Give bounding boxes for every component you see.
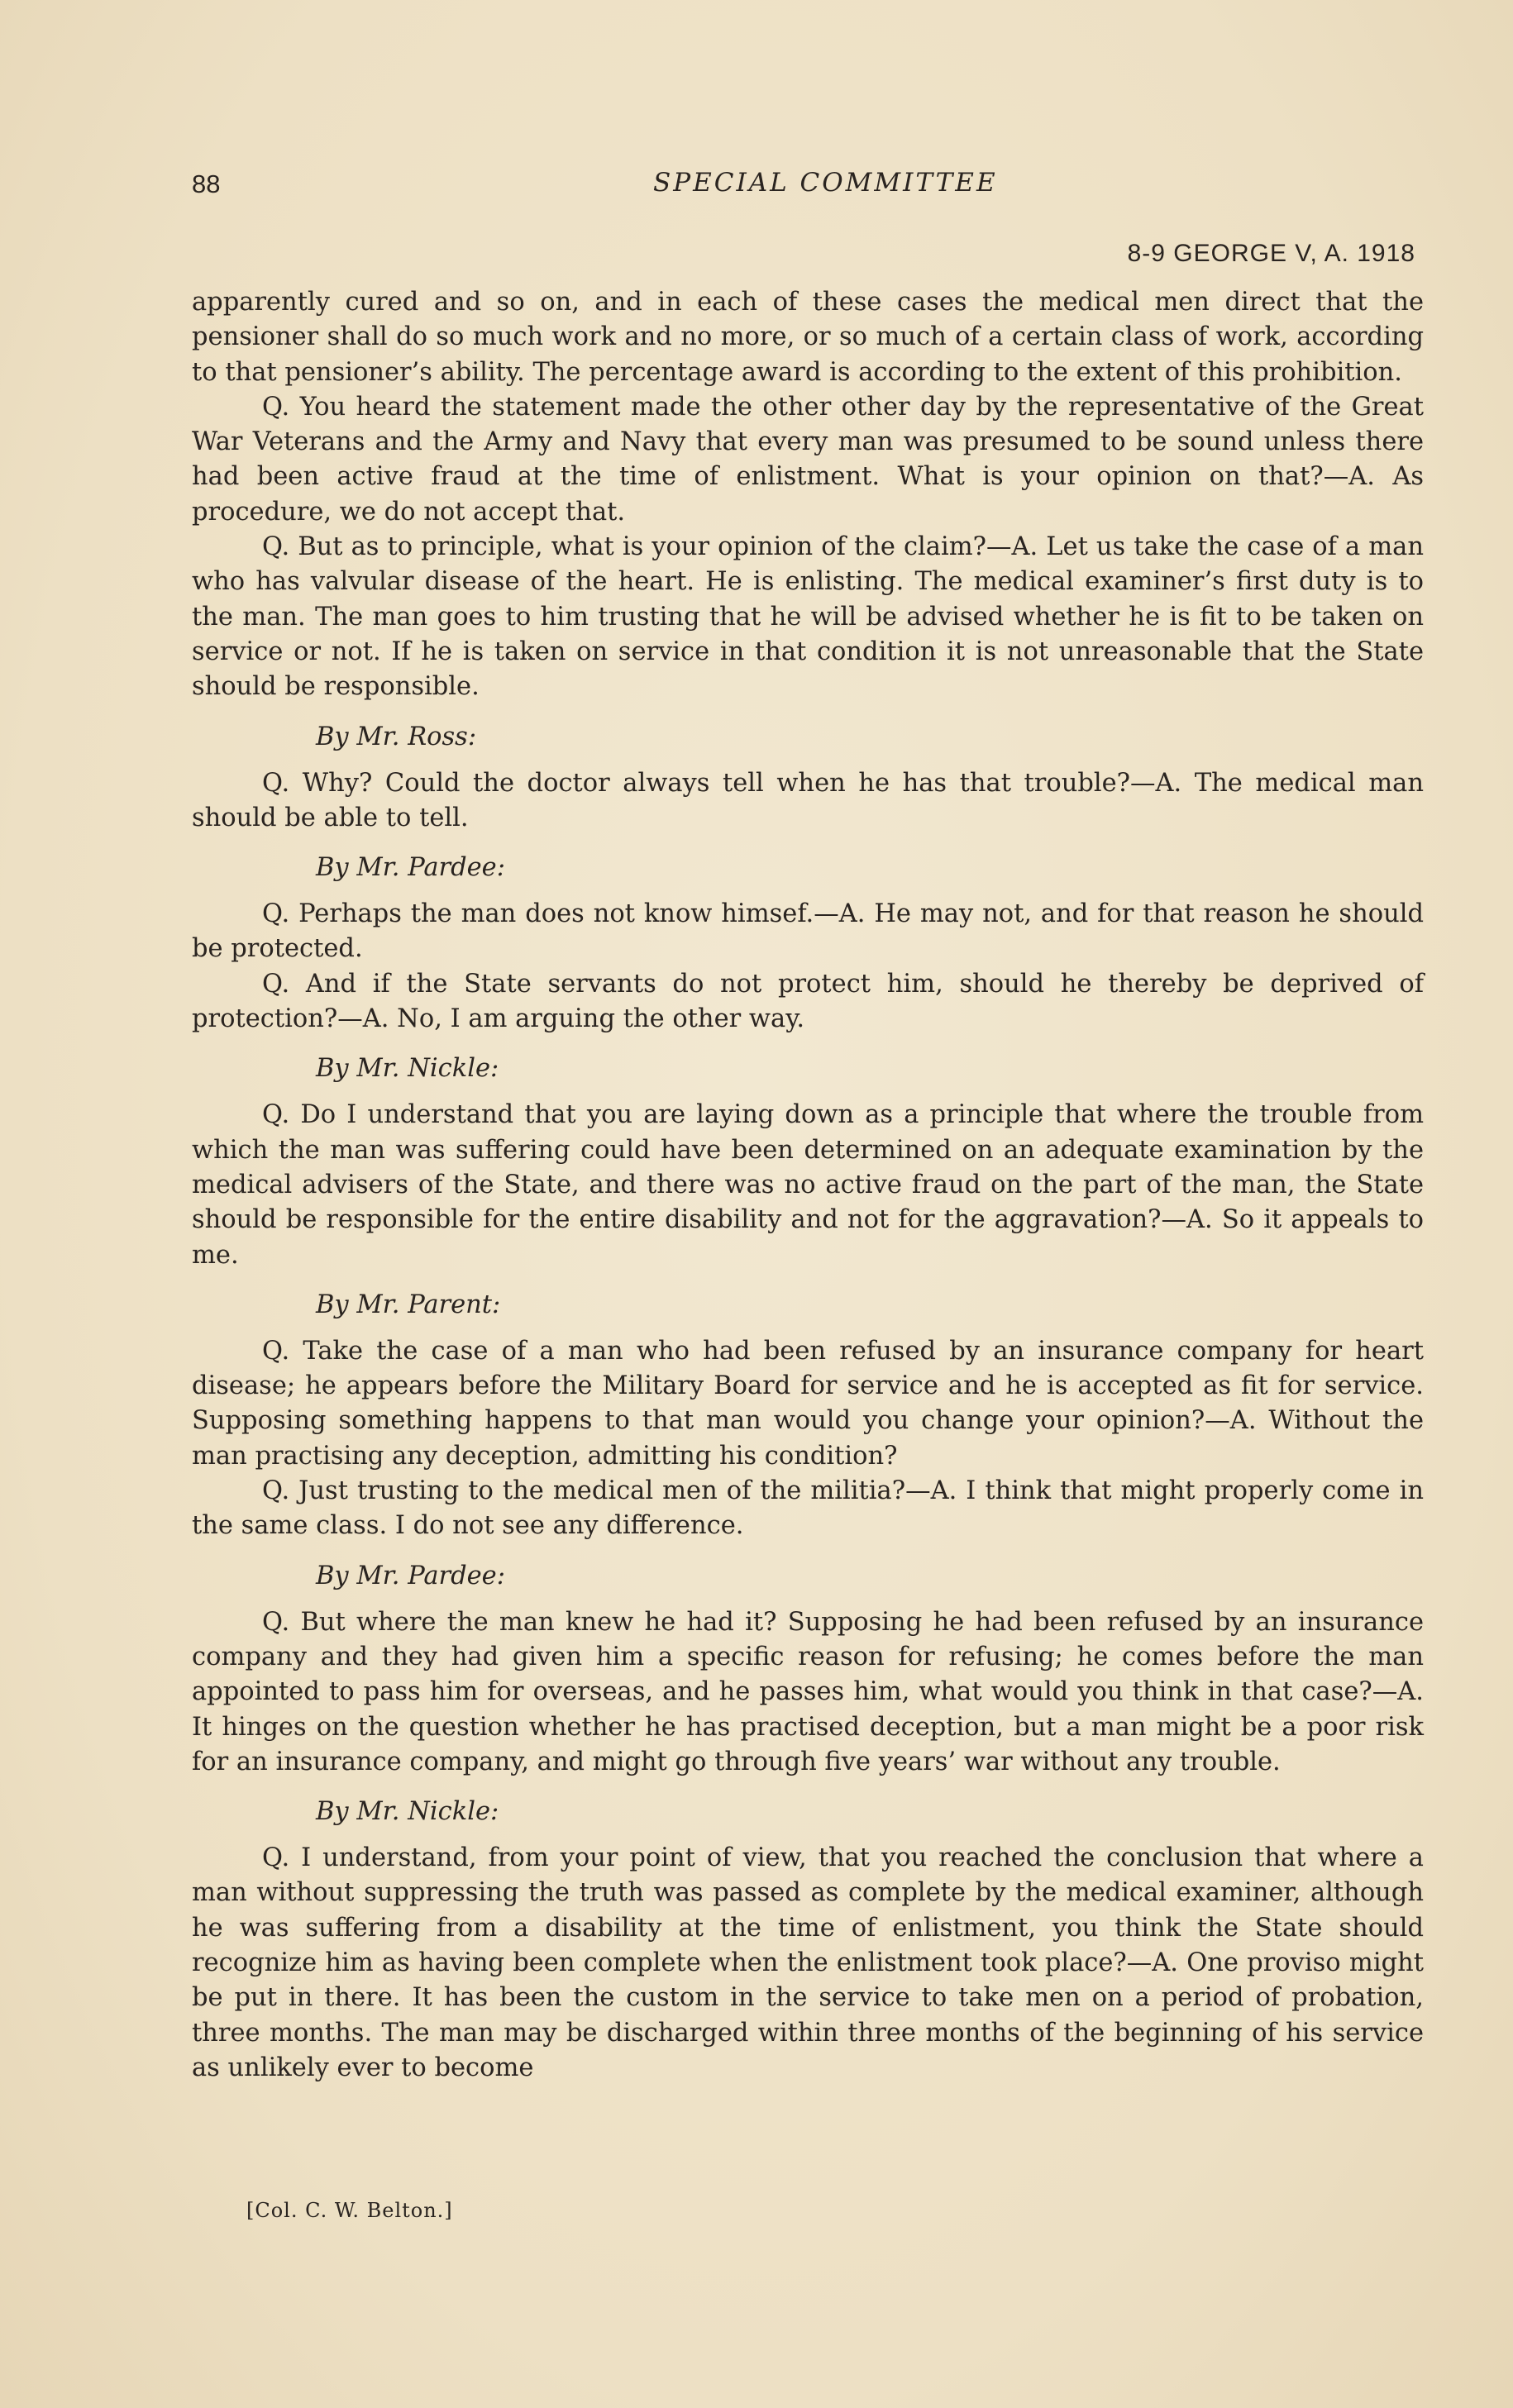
running-head: SPECIAL COMMITTEE [653,168,998,198]
paragraph: Q. And if the State servants do not protect him, should he thereby be deprived of protection?—A. No, I am arguing the other way. [192,969,1424,1034]
paragraph: Q. Just trusting to the medical men of the militia?—A. I think that might properly come in the same class. I do not see any difference. [192,1476,1424,1541]
speaker-heading: By Mr. Parent: [316,1290,501,1319]
session-label: 8-9 GEORGE V, A. 1918 [1127,240,1415,267]
paragraph: Q. Do I understand that you are laying down as a principle that where the trouble from which the man was suffering could have been determined on an adequate examination by the medical advisers of the State, and there was no active fraud on the part of the man, the State should be responsible for the entire disability and not for the aggravation?—A. So it appeals to me. [192,1100,1424,1270]
paragraph: Q. I understand, from your point of view, that you reached the conclusion that where a man without suppressing the truth was passed as complete by the medical examiner, although he was suffering from a disability at the time of enlistment, you think the State should recognize him as having been complete when the enlistment took place?—A. One proviso might be put in there. It has been the custom in the service to take men on a period of probation, three months. The man may be discharged within three months of the beginning of his service as unlikely ever to become [192,1843,1424,2082]
paragraph: Q. Take the case of a man who had been refused by an insurance company for heart disease; he appears before the Military Board for service and he is accepted as fit for service. Supposing something happens to that man would you change your opinion?—A. Without the man practising any deception, admitting his condition? [192,1336,1424,1471]
speaker-heading: By Mr. Nickle: [316,1797,499,1827]
body-text [192,285,1424,2086]
paragraph: Q. But as to principle, what is your opinion of the claim?—A. Let us take the case of a man who has valvular disease of the heart. He is enlisting. The medical examiner’s first duty is to the man. The man goes to him trusting that he will be advised whether he is fit to be taken on service or not. If he is taken on service in that condition it is not unreasonable that the State should be responsible. [192,532,1424,702]
speaker-heading: By Mr. Pardee: [316,853,506,883]
paragraph: Q. You heard the statement made the other other day by the representative of the Great War Veterans and the Army and Navy that every man was presumed to be sound unless there had been active fraud at the time of enlistment. What is your opinion on that?—A. As procedure, we do not accept that. [192,392,1424,527]
speaker-heading: By Mr. Pardee: [316,1561,506,1590]
paragraph: Q. Why? Could the doctor always tell when he has that trouble?—A. The medical man should be able to tell. [192,768,1424,832]
paragraph: Q. But where the man knew he had it? Supposing he had been refused by an insurance company and they had given him a specific reason for refusing; he comes before the man appointed to pass him for overseas, and he passes him, what would you think in that case?—A. It hinges on the question whether he has practised deception, but a man might be a poor risk for an insurance company, and might go through five years’ war without any trouble. [192,1607,1424,1776]
speaker-heading: By Mr. Ross: [316,722,477,751]
paragraph: Q. Perhaps the man does not know himsef.—A. He may not, and for that reason he should be protected. [192,899,1424,964]
page-number: 88 [192,169,221,198]
paragraph: apparently cured and so on, and in each of these cases the medical men direct that the pensioner shall do so much work and no more, or so much of a certain class of work, according to that pensioner’s ability. The percentage award is according to the extent of this prohibition. [192,288,1424,387]
witness-note: [Col. C. W. Belton.] [246,2199,453,2222]
speaker-heading: By Mr. Nickle: [316,1054,499,1084]
